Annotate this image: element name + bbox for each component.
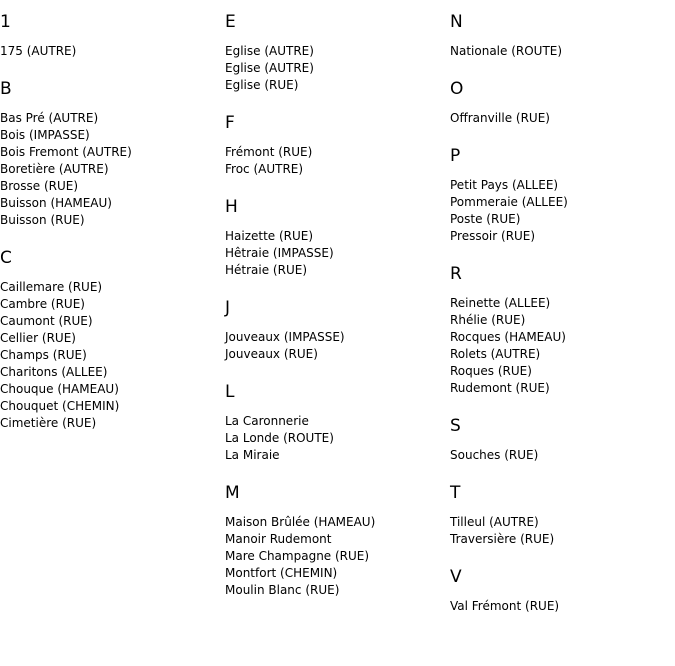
street-list <box>450 295 672 397</box>
street-list-item[interactable]: Nationale (ROUTE) <box>450 44 563 58</box>
street-list-item[interactable]: Hétraie (RUE) <box>225 263 307 277</box>
letter-section <box>450 264 672 397</box>
street-list <box>450 43 672 60</box>
letter-section <box>0 12 222 60</box>
street-list-item[interactable]: Bois (IMPASSE) <box>0 128 90 142</box>
street-list-item[interactable]: Chouque (HAMEAU) <box>0 382 119 396</box>
street-list-item[interactable]: Eglise (RUE) <box>225 78 299 92</box>
street-list-item[interactable]: Poste (RUE) <box>450 212 521 226</box>
street-list-item[interactable]: Montfort (CHEMIN) <box>225 566 338 580</box>
street-list <box>225 228 447 279</box>
section-letter-heading: T <box>450 483 461 503</box>
street-list <box>225 413 447 464</box>
letter-section <box>225 483 447 599</box>
section-letter-heading: O <box>450 79 464 99</box>
section-letter-heading: L <box>225 382 235 402</box>
street-list <box>450 598 672 615</box>
street-list <box>450 110 672 127</box>
street-list-item[interactable]: Eglise (AUTRE) <box>225 61 314 75</box>
letter-section <box>450 12 672 60</box>
street-list-item[interactable]: Rudemont (RUE) <box>450 381 550 395</box>
letter-section <box>225 298 447 363</box>
street-list <box>450 447 672 464</box>
street-list <box>225 329 447 363</box>
street-list-item[interactable]: Buisson (HAMEAU) <box>0 196 112 210</box>
street-list-item[interactable]: Rocques (HAMEAU) <box>450 330 566 344</box>
section-letter-heading: B <box>0 79 12 99</box>
section-letter-heading: C <box>0 248 12 268</box>
street-list-item[interactable]: Jouveaux (RUE) <box>225 347 318 361</box>
letter-section <box>0 248 222 432</box>
street-list <box>225 43 447 94</box>
street-list-item[interactable]: Pressoir (RUE) <box>450 229 536 243</box>
street-list-item[interactable]: Mare Champagne (RUE) <box>225 549 370 563</box>
street-list-item[interactable]: Roques (RUE) <box>450 364 532 378</box>
street-list <box>225 514 447 599</box>
street-list-item[interactable]: Petit Pays (ALLEE) <box>450 178 559 192</box>
street-index-column-2 <box>225 12 447 618</box>
street-list-item[interactable]: La Miraie <box>225 448 280 462</box>
street-list-item[interactable]: Cellier (RUE) <box>0 331 76 345</box>
street-list-item[interactable]: La Caronnerie <box>225 414 309 428</box>
street-list-item[interactable]: Rhélie (RUE) <box>450 313 526 327</box>
street-list <box>450 177 672 245</box>
section-letter-heading: N <box>450 12 463 32</box>
street-list-item[interactable]: Champs (RUE) <box>0 348 87 362</box>
street-list-item[interactable]: Bois Fremont (AUTRE) <box>0 145 132 159</box>
letter-section <box>225 113 447 178</box>
street-list-item[interactable]: Caumont (RUE) <box>0 314 93 328</box>
street-list <box>0 110 222 229</box>
section-letter-heading: F <box>225 113 235 133</box>
section-letter-heading: 1 <box>0 12 11 32</box>
street-list-item[interactable]: Jouveaux (IMPASSE) <box>225 330 345 344</box>
street-list-item[interactable]: Buisson (RUE) <box>0 213 85 227</box>
street-list <box>225 144 447 178</box>
section-letter-heading: P <box>450 146 461 166</box>
street-list-item[interactable]: Reinette (ALLEE) <box>450 296 551 310</box>
section-letter-heading: J <box>225 298 231 318</box>
street-list-item[interactable]: Manoir Rudemont <box>225 532 332 546</box>
letter-section <box>450 483 672 548</box>
street-list-item[interactable]: Bas Pré (AUTRE) <box>0 111 99 125</box>
street-list-item[interactable]: Maison Brûlée (HAMEAU) <box>225 515 376 529</box>
street-list-item[interactable]: Eglise (AUTRE) <box>225 44 314 58</box>
letter-section <box>450 416 672 464</box>
street-list-item[interactable]: Pommeraie (ALLEE) <box>450 195 568 209</box>
street-list-item[interactable]: Charitons (ALLEE) <box>0 365 108 379</box>
street-list-item[interactable]: 175 (AUTRE) <box>0 44 77 58</box>
letter-section <box>450 146 672 245</box>
street-list-item[interactable]: Boretière (AUTRE) <box>0 162 109 176</box>
street-list-item[interactable]: Brosse (RUE) <box>0 179 79 193</box>
section-letter-heading: V <box>450 567 462 587</box>
street-list-item[interactable]: Rolets (AUTRE) <box>450 347 541 361</box>
street-list-item[interactable]: Cimetière (RUE) <box>0 416 97 430</box>
section-letter-heading: E <box>225 12 236 32</box>
street-list-item[interactable]: Moulin Blanc (RUE) <box>225 583 340 597</box>
section-letter-heading: H <box>225 197 238 217</box>
street-list-item[interactable]: Tilleul (AUTRE) <box>450 515 539 529</box>
street-index-column-1 <box>0 12 222 451</box>
street-list-item[interactable]: Offranville (RUE) <box>450 111 550 125</box>
street-list-item[interactable]: Hêtraie (IMPASSE) <box>225 246 334 260</box>
street-list <box>0 279 222 432</box>
section-letter-heading: M <box>225 483 240 503</box>
letter-section <box>225 382 447 464</box>
street-list-item[interactable]: Haizette (RUE) <box>225 229 314 243</box>
street-list-item[interactable]: Souches (RUE) <box>450 448 539 462</box>
street-list-item[interactable]: Cambre (RUE) <box>0 297 85 311</box>
street-list-item[interactable]: Caillemare (RUE) <box>0 280 103 294</box>
letter-section <box>0 79 222 229</box>
street-list-item[interactable]: La Londe (ROUTE) <box>225 431 334 445</box>
street-list <box>450 514 672 548</box>
street-list-item[interactable]: Traversière (RUE) <box>450 532 555 546</box>
street-list-item[interactable]: Chouquet (CHEMIN) <box>0 399 120 413</box>
letter-section <box>450 79 672 127</box>
street-list <box>0 43 222 60</box>
street-index-column-3 <box>450 12 672 634</box>
street-list-item[interactable]: Frémont (RUE) <box>225 145 313 159</box>
street-list-item[interactable]: Froc (AUTRE) <box>225 162 304 176</box>
letter-section <box>225 197 447 279</box>
section-letter-heading: R <box>450 264 462 284</box>
section-letter-heading: S <box>450 416 461 436</box>
letter-section <box>225 12 447 94</box>
letter-section <box>450 567 672 615</box>
street-list-item[interactable]: Val Frémont (RUE) <box>450 599 560 613</box>
